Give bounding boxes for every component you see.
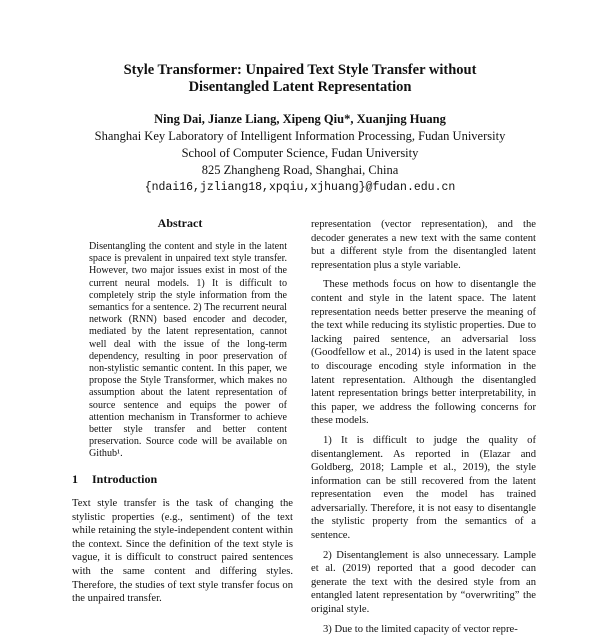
section-heading-introduction [72,472,157,487]
section-title: Introduction [92,472,158,486]
title-line-2: Disentangled Latent Representation [188,79,412,95]
right-paragraph-1: These methods focus on how to disentangle the content and style in the latent space. The latent representation needs better preserve the meaning of the text while reducing its stylistic properties. Due to lacking paired sentence, an adversarial loss (Goodfellow et al., 2014) is used in the latent space to discourage encoding style information in the latent representation. Although the disentangled latent representation brings better interpretability, in this paper, we address the following concerns for these models. [311,279,536,427]
affiliation-school: School of Computer Science, Fudan University [181,146,419,160]
affiliation-block [0,128,600,196]
right-paragraph-2: 1) It is difficult to judge the quality of disentanglement. As reported in (Elazar and Goldberg, 2018; Lample et al., 2019), the style information can be still recovered from the latent representation even the model has trained adversarially. Therefore, it is not easy to disentangle the stylistic property from the semantics of a sentence. [311,434,536,542]
author-emails: {ndai16,jzliang18,xpqiu,xjhuang}@fudan.edu.cn [144,181,456,194]
right-paragraph-4: 3) Due to the limited capacity of vector repre- [323,623,518,635]
author-list: Ning Dai, Jianze Liang, Xipeng Qiu*, Xuanjing Huang [154,112,446,126]
affiliation-address: 825 Zhangheng Road, Shanghai, China [201,163,399,177]
right-paragraph-0: representation (vector representation), and the decoder generates a new text with the same content but a different style from the disentangled latent representation plus a style variable. [311,219,536,271]
intro-paragraph-1: Text style transfer is the task of changing the stylistic properties (e.g., sentiment) of the text while retaining the style-independent content within the context. Since the definition of the text style is vague, it is difficult to construct paired sentences with the same content and differing styles. Therefore, the studies of text style transfer focus on the unpaired transfer. [72,498,293,605]
introduction-body [72,497,293,606]
section-number: 1 [72,472,78,486]
right-column [311,218,536,636]
right-paragraph-3: 2) Disentanglement is also unnecessary. Lample et al. (2019) reported that a good decoder can generate the text with the desired style from an entangled latent representation by “overwriting” the original style. [311,549,536,616]
abstract-heading: Abstract [157,216,203,230]
title-line-1: Style Transformer: Unpaired Text Style Transfer without [123,62,477,78]
abstract-body [89,241,287,461]
abstract-text: Disentangling the content and style in the latent space is prevalent in unpaired text style transfer. However, two major issues exist in most of the current neural models. 1) It is difficult to completely strip the style information from the semantics for a sentence. 2) The recurrent neural network (RNN) based encoder and decoder, mediated by the latent representation, cannot well deal with the issue of the long-term dependency, resulting in poor preservation of non-stylistic semantic content. In this paper, we propose the Style Transformer, which makes no assumption about the latent representation of source sentence and equips the power of attention mechanism in Transformer to achieve better style transfer and better content preservation. Source code will be available on Github¹. [89,241,287,460]
affiliation-lab: Shanghai Key Laboratory of Intelligent Information Processing, Fudan University [94,129,506,143]
paper-title [0,62,600,96]
